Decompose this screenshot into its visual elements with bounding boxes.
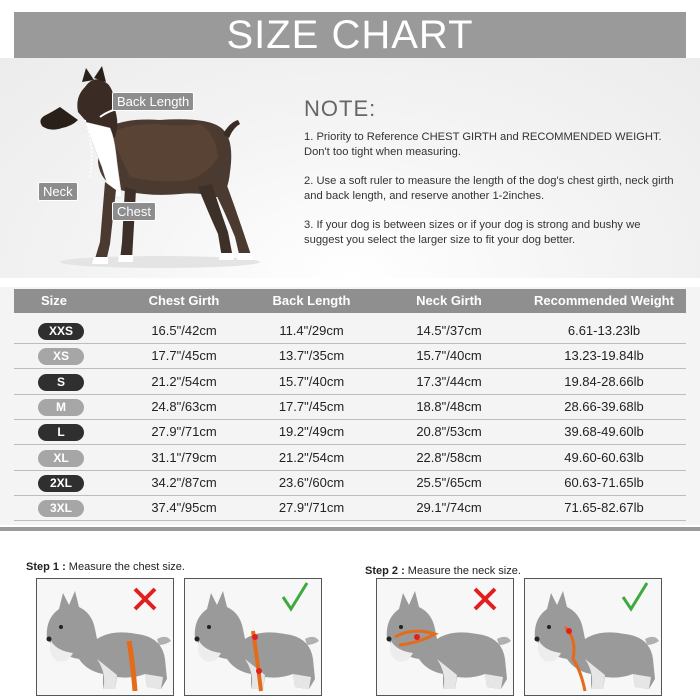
table-row xyxy=(14,446,686,470)
step-photo-3 xyxy=(376,578,514,696)
schnauzer-dog-image xyxy=(377,579,513,695)
header-back-length: Back Length xyxy=(272,293,351,308)
table-cell: 20.8"/53cm xyxy=(416,424,482,440)
table-row xyxy=(14,496,686,520)
schnauzer-dog-image xyxy=(185,579,321,695)
table-cell: 21.2"/54cm xyxy=(151,373,217,389)
header-size: Size xyxy=(40,293,67,308)
size-badge: L xyxy=(38,424,84,441)
table-cell: 13.23-19.84lb xyxy=(564,348,644,364)
note-item-3: 3. If your dog is between sizes or if your dog is strong and bushy we suggest you select the larger size to fit your dog better. xyxy=(304,219,641,246)
wrong-cross-icon xyxy=(135,589,155,609)
schnauzer-dog-image xyxy=(525,579,661,695)
step-photo-1 xyxy=(36,578,174,696)
table-cell: 29.1"/74cm xyxy=(416,500,482,516)
step-2-label: Step 2 : Measure the neck size. xyxy=(365,565,521,577)
table-cell: 39.68-49.60lb xyxy=(564,424,644,440)
table-cell: 37.4"/95cm xyxy=(151,500,217,516)
table-cell: 14.5"/37cm xyxy=(416,323,482,338)
step-1-label: Step 1 : Measure the chest size. xyxy=(26,561,185,573)
header-neck-girth: Neck Girth xyxy=(416,293,482,308)
table-cell: 27.9"/71cm xyxy=(278,500,345,516)
correct-check-icon xyxy=(623,583,647,609)
table-cell: 49.60-60.63lb xyxy=(564,449,644,465)
table-cell: 18.8"/48cm xyxy=(416,398,482,414)
table-cell: 16.5"/42cm xyxy=(151,323,217,338)
table-cell: 17.3"/44cm xyxy=(416,373,482,389)
table-cell: 22.8"/58cm xyxy=(416,449,482,465)
table-cell: 19.84-28.66lb xyxy=(564,373,644,389)
note-item-1: 1. Priority to Reference CHEST GIRTH and RECOMMENDED WEIGHT. Don't too tight when measuring. xyxy=(304,131,662,158)
table-cell: 34.2"/87cm xyxy=(151,474,217,490)
wrong-cross-icon xyxy=(475,589,495,609)
table-row xyxy=(14,319,686,343)
dog-illustration xyxy=(30,62,280,277)
table-row xyxy=(14,420,686,444)
table-row xyxy=(14,471,686,495)
table-cell: 24.8"/63cm xyxy=(151,398,217,414)
table-cell: 15.7"/40cm xyxy=(416,348,482,364)
step-photo-2 xyxy=(184,578,322,696)
note-list xyxy=(304,130,682,262)
table-cell: 15.7"/40cm xyxy=(278,373,345,389)
size-badge: XS xyxy=(38,348,84,365)
neck-tag: Neck xyxy=(38,182,78,201)
header-recommended-weight: Recommended Weight xyxy=(534,293,674,308)
table-cell: 31.1"/79cm xyxy=(151,449,217,465)
back-length-tag: Back Length xyxy=(112,92,194,111)
size-badge: 3XL xyxy=(38,500,84,517)
divider-bar xyxy=(0,527,700,531)
schnauzer-dog-image xyxy=(37,579,173,695)
table-cell: 17.7"/45cm xyxy=(151,348,217,364)
size-badge: 2XL xyxy=(38,475,84,492)
table-row xyxy=(14,344,686,368)
page-title: SIZE CHART xyxy=(14,12,686,58)
table-cell: 28.66-39.68lb xyxy=(564,398,644,414)
table-cell: 23.6"/60cm xyxy=(278,474,345,490)
size-table-header xyxy=(14,289,686,313)
note-item-2: 2. Use a soft ruler to measure the length of the dog's chest girth, neck girth and back length, and reserve another 1-2inches. xyxy=(304,175,674,202)
size-badge: M xyxy=(38,399,84,416)
table-row xyxy=(14,395,686,419)
table-cell: 27.9"/71cm xyxy=(151,424,217,440)
table-cell: 11.4"/29cm xyxy=(279,323,344,338)
table-cell: 6.61-13.23lb xyxy=(567,323,641,338)
correct-check-icon xyxy=(283,583,307,609)
header-chest-girth: Chest Girth xyxy=(148,293,220,308)
table-cell: 60.63-71.65lb xyxy=(564,474,644,490)
size-badge: XL xyxy=(38,450,84,467)
size-badge: S xyxy=(38,374,84,391)
table-row xyxy=(14,370,686,394)
table-cell: 13.7"/35cm xyxy=(278,348,345,364)
note-title: NOTE: xyxy=(304,96,377,121)
step-photo-4 xyxy=(524,578,662,696)
chest-tag: Chest xyxy=(112,202,156,221)
table-cell: 71.65-82.67lb xyxy=(564,500,644,516)
table-cell: 17.7"/45cm xyxy=(278,398,345,414)
table-cell: 21.2"/54cm xyxy=(278,449,345,465)
table-cell: 25.5"/65cm xyxy=(416,474,482,490)
size-badge: XXS xyxy=(38,323,84,340)
table-cell: 19.2"/49cm xyxy=(278,424,345,440)
row-divider xyxy=(14,520,686,521)
